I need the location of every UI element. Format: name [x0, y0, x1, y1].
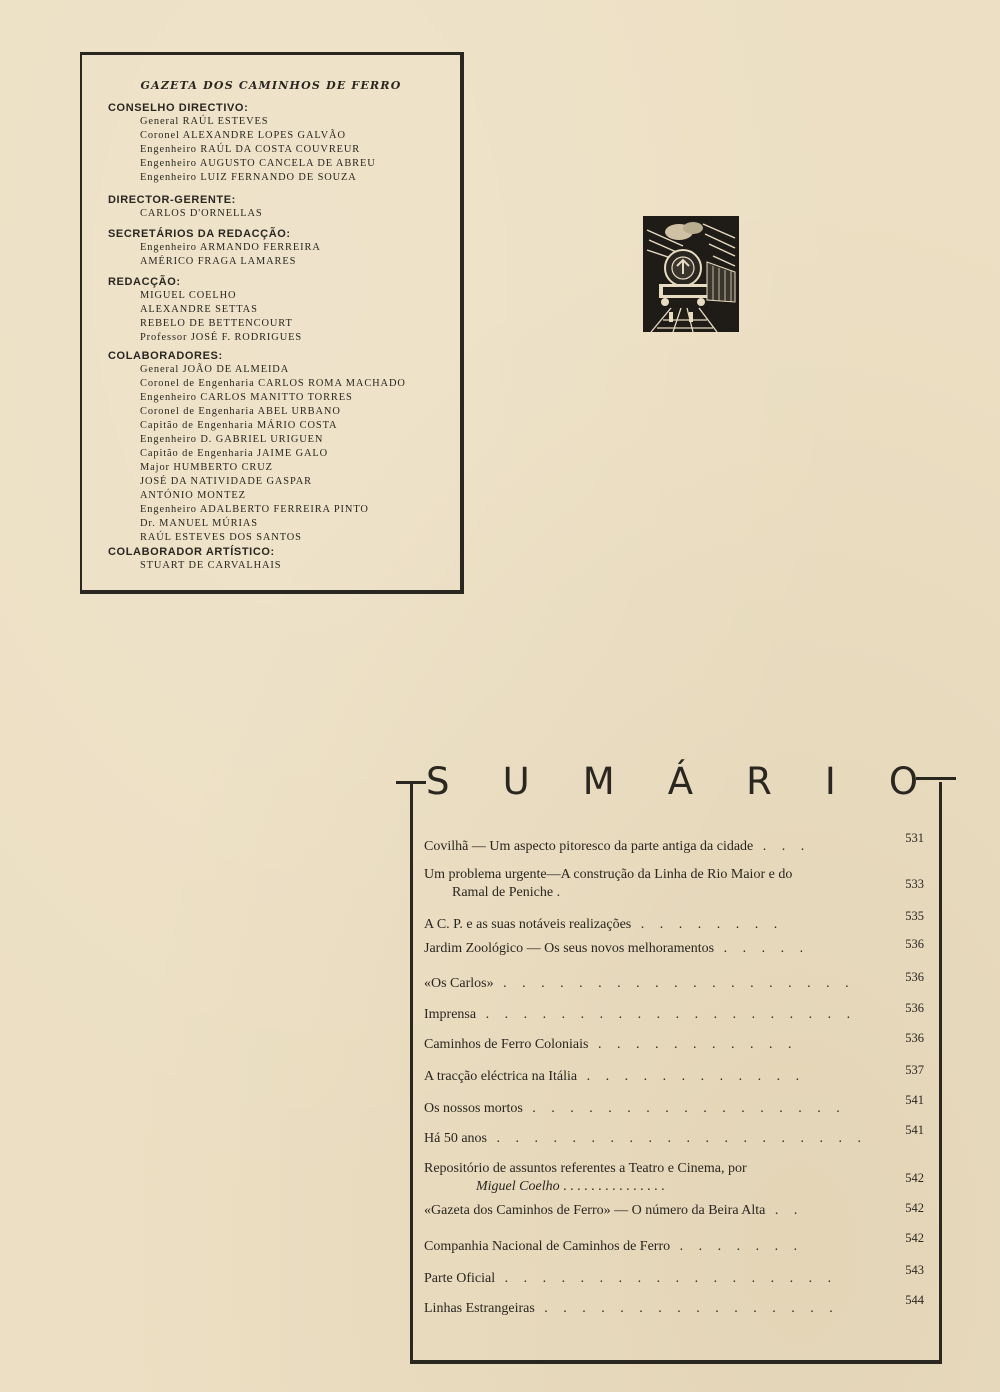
toc-page-number: 542: [905, 1231, 924, 1245]
member: Coronel ALEXANDRE LOPES GALVÃO: [140, 130, 346, 141]
section-heading: COLABORADORES:: [108, 350, 223, 362]
toc-entry-title: Os nossos mortos: [424, 1101, 523, 1116]
member: STUART DE CARVALHAIS: [140, 560, 282, 571]
masthead-box: [80, 52, 464, 594]
section-colaborador-artistico: [108, 545, 450, 573]
toc-entry-title: Há 50 anos: [424, 1131, 487, 1146]
member: Dr. MANUEL MÚRIAS: [140, 518, 258, 529]
sumario-letter: S: [426, 760, 450, 803]
member: ALEXANDRE SETTAS: [140, 304, 258, 315]
section-redaccao: [108, 275, 450, 345]
member: CARLOS D'ORNELLAS: [140, 208, 263, 219]
toc-entry-title: Caminhos de Ferro Coloniais: [424, 1037, 589, 1052]
masthead-title: GAZETA DOS CAMINHOS DE FERRO: [140, 79, 402, 92]
sumario-letter: I: [824, 760, 836, 803]
member: Coronel de Engenharia CARLOS ROMA MACHADO: [140, 378, 406, 389]
member: REBELO DE BETTENCOURT: [140, 318, 293, 329]
member: ANTÓNIO MONTEZ: [140, 490, 246, 501]
toc-entry-title: Um problema urgente—A construção da Linha de Rio Maior e do: [424, 867, 793, 882]
toc-entry-title: Covilhã — Um aspecto pitoresco da parte antiga da cidade: [424, 839, 754, 854]
section-heading: REDACÇÃO:: [108, 276, 181, 288]
member: Coronel de Engenharia ABEL URBANO: [140, 406, 341, 417]
member: Engenheiro D. GABRIEL URIGUEN: [140, 434, 324, 445]
member: Capitão de Engenharia JAIME GALO: [140, 448, 329, 459]
toc-entry-title: «Gazeta dos Caminhos de Ferro» — O número da Beira Alta: [424, 1203, 766, 1218]
train-woodcut-illustration: [643, 216, 739, 332]
toc-page-number: 533: [905, 877, 924, 891]
toc-page-number: 541: [905, 1123, 924, 1137]
section-conselho-directivo: [108, 101, 450, 185]
section-heading: DIRECTOR-GERENTE:: [108, 194, 236, 206]
toc-entry-title: Imprensa: [424, 1007, 477, 1022]
sumario-letter: M: [582, 760, 615, 803]
sumario-letter: Á: [667, 760, 694, 803]
toc-entry-title: A tracção eléctrica na Itália: [424, 1069, 578, 1084]
toc-entry-title: A C. P. e as suas notáveis realizações: [424, 917, 632, 932]
member: RAÚL ESTEVES DOS SANTOS: [140, 532, 302, 543]
section-heading: SECRETÁRIOS DA REDACÇÃO:: [108, 228, 291, 240]
toc-page-number: 536: [905, 970, 924, 984]
toc-page-number: 543: [905, 1263, 924, 1277]
member: JOSÉ DA NATIVIDADE GASPAR: [140, 476, 312, 487]
toc-page-number: 544: [905, 1293, 924, 1307]
member: Engenheiro RAÚL DA COSTA COUVREUR: [140, 144, 361, 155]
toc-page-number: 537: [905, 1063, 924, 1077]
toc-entry-title: Linhas Estrangeiras: [424, 1301, 535, 1316]
toc-entry-title: «Os Carlos»: [424, 976, 494, 991]
toc-page-number: 541: [905, 1093, 924, 1107]
toc-page-number: 536: [905, 1031, 924, 1045]
toc-entry-title-continued: Ramal de Peniche: [452, 885, 554, 900]
member: General RAÚL ESTEVES: [140, 116, 269, 127]
section-secretarios: [108, 227, 450, 269]
toc-entry-author: Miguel Coelho: [476, 1179, 560, 1194]
toc-entry-title: Companhia Nacional de Caminhos de Ferro: [424, 1239, 671, 1254]
member: Engenheiro LUIZ FERNANDO DE SOUZA: [140, 172, 357, 183]
toc-page-number: 536: [905, 937, 924, 951]
toc-page-number: 542: [905, 1201, 924, 1215]
toc-entry-title: Parte Oficial: [424, 1271, 496, 1286]
member: Engenheiro ADALBERTO FERREIRA PINTO: [140, 504, 369, 515]
member: Engenheiro CARLOS MANITTO TORRES: [140, 392, 353, 403]
member: Capitão de Engenharia MÁRIO COSTA: [140, 420, 338, 431]
section-colaboradores: [108, 349, 450, 545]
section-director-gerente: [108, 193, 450, 221]
toc-entry-title: Jardim Zoológico — Os seus novos melhoramentos: [424, 941, 715, 956]
sumario-rule-right: [916, 777, 956, 780]
member: General JOÃO DE ALMEIDA: [140, 364, 290, 375]
member: Engenheiro AUGUSTO CANCELA DE ABREU: [140, 158, 376, 169]
member: Professor JOSÉ F. RODRIGUES: [140, 332, 303, 343]
toc-page-number: 542: [905, 1171, 924, 1185]
toc-page-number: 535: [905, 909, 924, 923]
member: Engenheiro ARMANDO FERREIRA: [140, 242, 321, 253]
member: AMÉRICO FRAGA LAMARES: [140, 256, 297, 267]
section-heading: COLABORADOR ARTÍSTICO:: [108, 546, 275, 558]
page: GAZETA DOS CAMINHOS DE FERRO CONSELHO DIRECTIVO: General RAÚL ESTEVES Coronel ALEXANDRE LOPES GALVÃO Engenheiro RAÚL DA COSTA COUVREUR Engenheiro AUGUSTO CANCELA DE ABREU Engenheiro LUIZ FERNANDO DE SOUZA DIRECTOR-GERENTE: CARLOS D'ORNELLAS SECRETÁRIOS DA REDACÇÃO: Engenheiro ARMANDO FERREIRA AMÉRICO FRAGA LAMARES REDACÇÃO: MIGUEL COELHO ALEXANDRE SETTAS REBELO DE BETTENCOURT Professor JOSÉ F. RODRIGUES COLABORADORES: General JOÃO DE ALMEIDA Coronel de Engenharia CARLOS ROMA MACHADO Engenheiro CARLOS MANITTO TORRES Coronel de Engenharia ABEL URBANO Capitão de Engenharia MÁRIO COSTA Engenheiro D. GABRIEL URIGUEN Capitão de Engenharia JAIME GALO Major HUMBERTO CRUZ JOSÉ DA NATIVIDADE GASPAR ANTÓNIO MONTEZ Engenheiro ADALBERTO FERREIRA PINTO Dr. MANUEL MÚRIAS RAÚL ESTEVES DOS SANTOS COLABORADOR ARTÍSTICO: STUART DE CARVALHAIS S U M Á R I O Covilhã — Um aspecto pitoresco da parte antiga da cidade . . . 531 Um problema urgente—A construção da Linha de Rio Maior e do Ramal de Peniche . 533 A C. P. e as suas notáveis realizações . . . . . . . . 535 Jardim Zoológico — Os seus novos melhoramentos . . . . . 536 «Os Carlos» . . . . . . . . . . . . . . . . . . . 536 Imprensa . . . . . . . . . . . . . . . . . . . . 536 Caminhos de Ferro Coloniais . . . . . . . . . . . 536 A tracção eléctrica na Itália . . . . . . . . . . . . 537 Os nossos mortos . . . . . . . . . . . . . . . . . 541 Há 50 anos . . . . . . . . . . . . . . . . . . . . 541 Repositório de assuntos referentes a Teatro e Cinema, por Miguel Coelho . . . . . . . . . . . . . . . 542 «Gazeta dos Caminhos de Ferro» — O número da Beira Alta . . 542 Companhia Nacional de Caminhos de Ferro . . . . . . . 542 Parte Oficial . . . . . . . . . . . . . . . . . . 543 Linhas Estrangeiras . . . . . . . . . . . . . . . . 544: [0, 0, 1000, 1392]
section-heading: CONSELHO DIRECTIVO:: [108, 102, 249, 114]
sumario-letter: O: [888, 760, 918, 803]
sumario-letter: R: [746, 760, 772, 803]
sumario-letter: U: [502, 760, 530, 803]
toc-entry-title: Repositório de assuntos referentes a Teatro e Cinema, por: [424, 1161, 747, 1176]
member: MIGUEL COELHO: [140, 290, 237, 301]
toc-page-number: 531: [905, 831, 924, 845]
member: Major HUMBERTO CRUZ: [140, 462, 273, 473]
toc-page-number: 536: [905, 1001, 924, 1015]
